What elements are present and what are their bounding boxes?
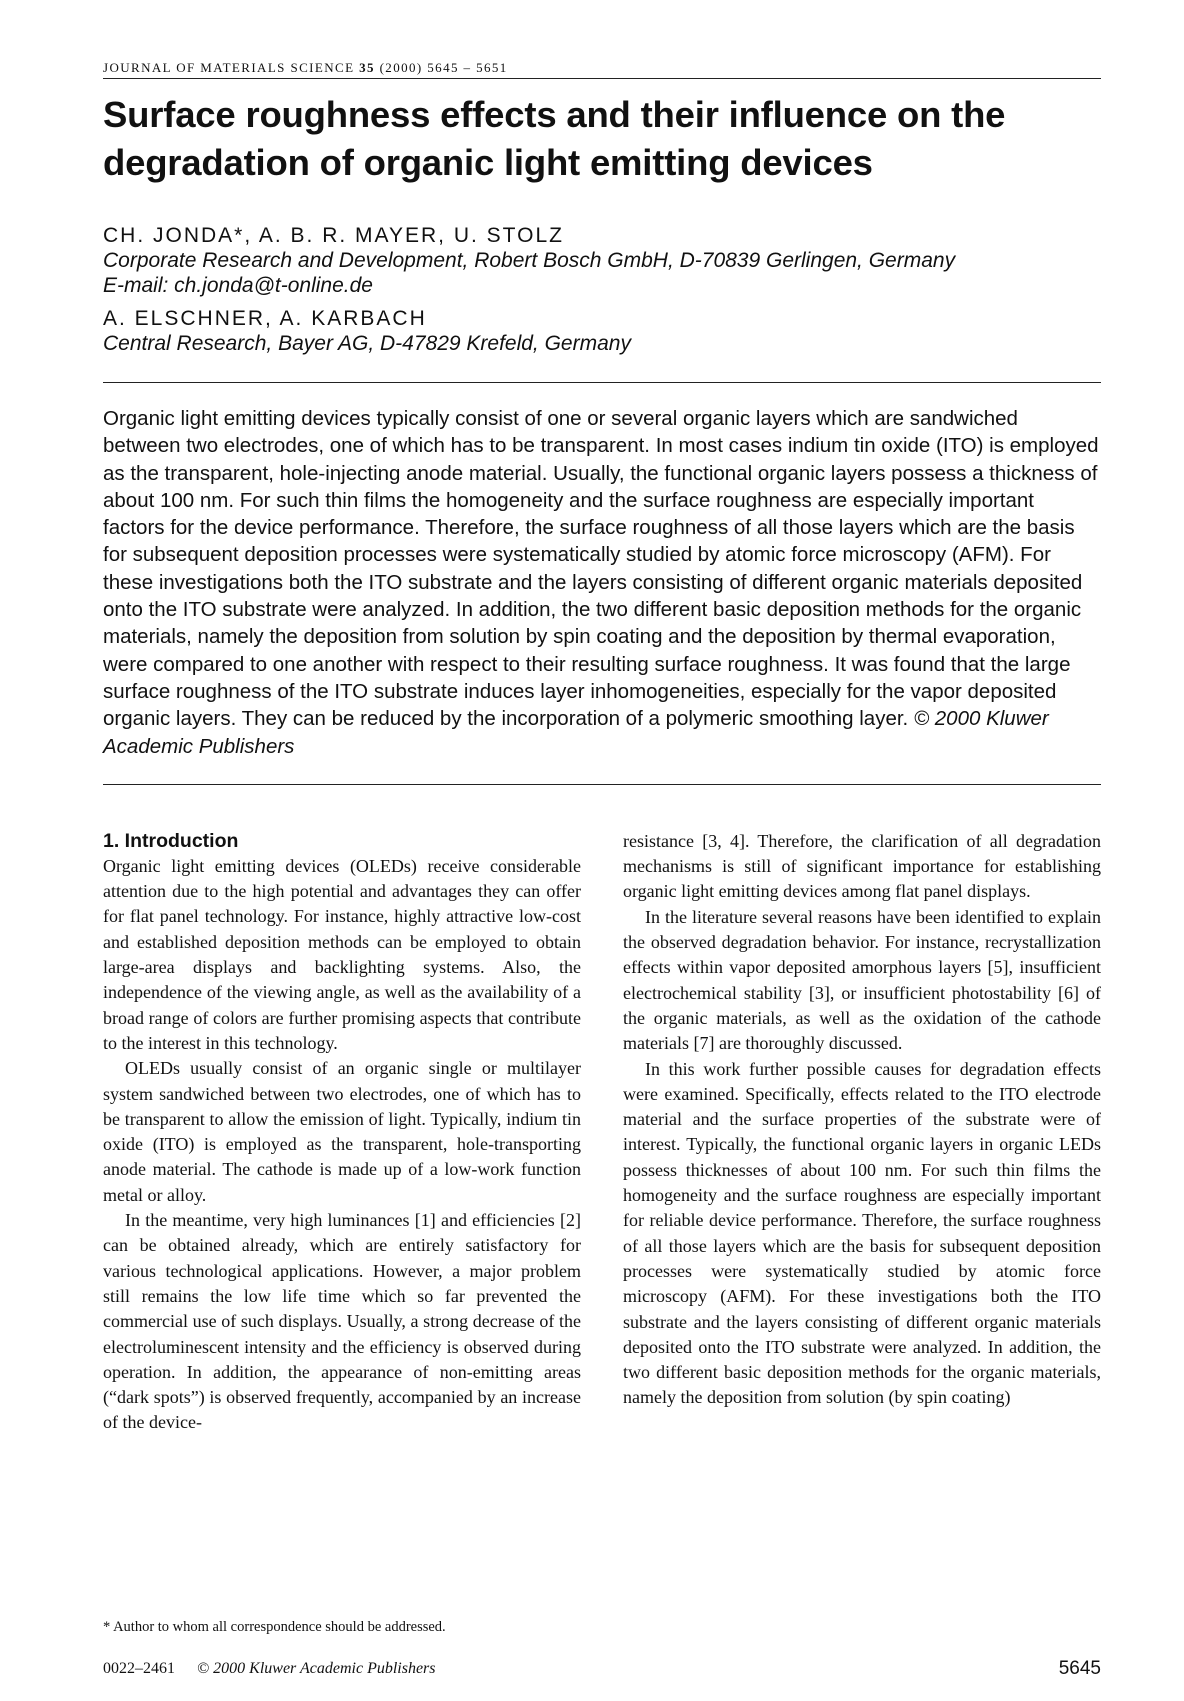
- author-affiliation: Corporate Research and Development, Robert Bosch GmbH, D-70839 Gerlingen, Germany: [103, 249, 956, 272]
- footer-publisher: © 2000 Kluwer Academic Publishers: [197, 1660, 436, 1677]
- author-group-1: [103, 223, 1101, 298]
- paper-title: Surface roughness effects and their influence on the degradation of organic light emitting devices: [103, 94, 1006, 183]
- paragraph: In the literature several reasons have been identified to explain the observed degradation behavior. For instance, recrystallization effects within vapor deposited amorphous layers [5], insufficient electrochemical stability [3], or insufficient photostability [6] of the organic materials, as well as the oxidation of the cathode materials [7] are thoroughly discussed.: [623, 906, 1101, 1054]
- left-column: [103, 829, 581, 1436]
- paper-page: [103, 58, 1101, 1436]
- section-heading: 1. Introduction: [103, 829, 239, 852]
- journal-header: [103, 58, 1101, 79]
- body-columns: [103, 829, 1101, 1436]
- abstract-bottom-rule: [103, 784, 1101, 785]
- paragraph: resistance [3, 4]. Therefore, the clarification of all degradation mechanisms is still of significant importance for establishing organic light emitting devices among flat panel displays.: [623, 830, 1101, 902]
- author-email: E-mail: ch.jonda@t-online.de: [103, 274, 373, 297]
- paragraph: In this work further possible causes for degradation effects were examined. Specifically, effects related to the ITO electrode material and the surface properties of the substrate were of interest. Typically, the functional organic layers in organic LEDs possess thicknesses of about 100 nm. For such thin films the homogeneity and the surface roughness are especially important for reliable device performance. Therefore, the surface roughness of all those layers which are the basis for subsequent deposition processes were systematically studied by atomic force microscopy (AFM). For these investigations both the ITO substrate and the layers consisting of different organic materials deposited onto the ITO substrate were analyzed. In addition, the two different basic deposition methods for the organic materials, namely the deposition from solution (by spin coating): [623, 1058, 1101, 1408]
- paragraph: In the meantime, very high luminances [1] and efficiencies [2] can be obtained already, which are entirely satisfactory for various technological applications. However, a major problem still remains the low life time which so far prevented the commercial use of such displays. Usually, a strong decrease of the electroluminescent intensity and the efficiency is observed during operation. In addition, the appearance of non-emitting areas (“dark spots”) is observed frequently, accompanied by an increase of the device-: [103, 1210, 581, 1433]
- page-number: 5645: [1058, 1658, 1101, 1679]
- author-group-2: [103, 306, 1101, 356]
- issn: 0022–2461: [103, 1660, 175, 1677]
- author-affiliation: Central Research, Bayer AG, D-47829 Krefeld, Germany: [103, 332, 631, 355]
- author-names: A. ELSCHNER, A. KARBACH: [103, 307, 427, 330]
- journal-volume: 35: [359, 60, 375, 75]
- paragraph: Organic light emitting devices (OLEDs) receive considerable attention due to the high potential and advantages they can offer for flat panel technology. For instance, highly attractive low-cost and established deposition methods can be employed to obtain large-area displays and backlighting systems. Also, the independence of the viewing angle, as well as the availability of a broad range of colors are further promising aspects that contribute to the interest in this technology.: [103, 855, 581, 1053]
- page-footer: [103, 1660, 1101, 1678]
- journal-year-pages: (2000) 5645 – 5651: [379, 60, 508, 75]
- footnote: * Author to whom all correspondence should be addressed.: [103, 1619, 446, 1635]
- journal-name: JOURNAL OF MATERIALS SCIENCE: [103, 60, 355, 75]
- authors-block: [103, 223, 1101, 356]
- abstract-copyright: © 2000 Kluwer Academic Publishers: [103, 707, 1049, 758]
- right-column: [623, 829, 1101, 1436]
- abstract-text: Organic light emitting devices typically consist of one or several organic layers which are sandwiched between two electrodes, one of which has to be transparent. In most cases indium tin oxide (ITO) is employed as the transparent, hole-injecting anode material. Usually, the functional organic layers possess a thickness of about 100 nm. For such thin films the homogeneity and the surface roughness are especially important factors for the device performance. Therefore, the surface roughness of all those layers which are the basis for subsequent deposition processes were systematically studied by atomic force microscopy (AFM). For these investigations both the ITO substrate and the layers consisting of different organic materials deposited onto the ITO substrate were analyzed. In addition, the two different basic deposition methods for the organic materials, namely the deposition from solution by spin coating and the deposition by thermal evaporation, were compared to one another with respect to their resulting surface roughness. It was found that the large surface roughness of the ITO substrate induces layer inhomogeneities, especially for the vapor deposited organic layers. They can be reduced by the incorporation of a polymeric smoothing layer.: [103, 407, 1099, 731]
- author-names: CH. JONDA*, A. B. R. MAYER, U. STOLZ: [103, 224, 564, 247]
- paragraph: OLEDs usually consist of an organic single or multilayer system sandwiched between two electrodes, one of which has to be transparent to allow the emission of light. Typically, indium tin oxide (ITO) is employed as the transparent, hole-transporting anode material. The cathode is made up of a low-work function metal or alloy.: [103, 1058, 581, 1205]
- abstract: [103, 383, 1101, 784]
